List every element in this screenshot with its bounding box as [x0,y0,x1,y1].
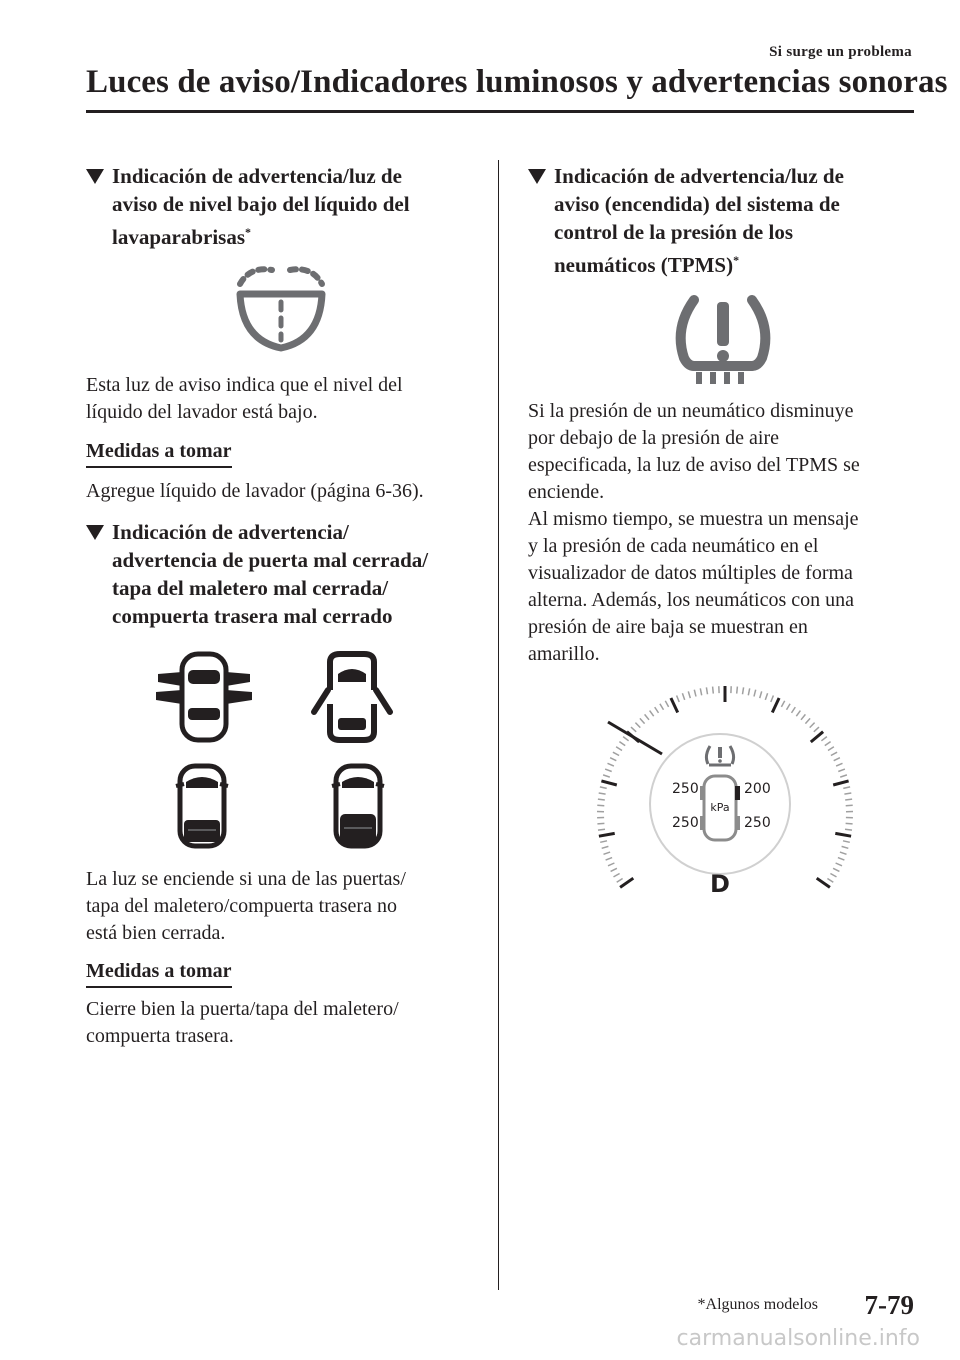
gauge-tick [831,752,837,755]
gauge-tick [845,799,852,800]
gauge-tick [611,868,617,871]
gauge-tick [597,805,604,806]
door-measures-line: Cierre bien la puerta/tapa del maletero/ [86,998,399,1020]
washer-body-line: líquido del lavador está bajo. [86,401,318,423]
gauge-tick [682,693,684,700]
tpms-heading-line: aviso (encendida) del sistema de [554,192,840,216]
gauge-tick [608,763,614,766]
gauge-tick [600,841,607,843]
gauge-tick [640,718,645,723]
gauge-tick [828,747,834,751]
door-measures-label: Medidas a tomar [86,958,232,988]
section-label: Si surge un problema [769,44,912,60]
gauge-tick [617,879,623,883]
door-measures-line: compuerta trasera. [86,1025,234,1047]
gauge-tick [601,781,616,785]
tpms-body-line: Si la presión de un neumático disminuye [528,400,854,422]
door-body-line: tapa del maletero/compuerta trasera no [86,895,397,917]
footnote: *Algunos modelos [697,1296,818,1313]
tpms-gauge-display [590,664,860,904]
gauge-tick [660,704,664,710]
liftgate-open-hatchback-icon [326,762,390,850]
asterisk: * [733,253,740,267]
gauge-tick [635,723,640,728]
gauge-tick [830,874,836,877]
tire-front-right-low [735,786,740,800]
gauge-tick [835,833,851,836]
gauge-tick [737,687,738,694]
door-open-sedan-icon [152,650,256,744]
door-heading [86,518,486,630]
gauge-tick [605,769,612,771]
tpms-body-line: alterna. Además, los neumáticos con una [528,589,855,611]
section-bullet-icon [528,169,546,184]
gauge-tick [796,711,800,717]
tpms-body-line: amarillo. [528,643,600,665]
washer-fluid-icon [226,262,336,358]
gear-indicator: D [710,870,730,898]
gauge-tick [754,690,756,697]
tire-rear-right [735,816,740,830]
gauge-tick [827,879,833,883]
tpms-warning-icon [670,290,776,388]
gauge-tick [650,711,654,717]
gauge-tick [810,723,815,728]
tpms-small-icon [706,746,733,765]
gauge-tick [834,758,840,761]
washer-heading-line: Indicación de advertencia/luz de [112,164,402,188]
tpms-heading-line: Indicación de advertencia/luz de [554,164,844,188]
door-heading-line: Indicación de advertencia/ [112,520,349,544]
washer-heading [86,162,486,251]
gauge-tick [838,769,845,771]
gauge-tick [842,846,849,848]
page-title: Luces de aviso/Indicadores luminosos y advertencias sonoras [86,64,948,100]
gauge-tick [655,707,659,713]
gauge-tick [602,846,609,848]
gauge-tick [665,701,668,707]
gauge-tick [771,696,774,703]
trunk-open-sedan-icon [170,762,234,850]
gauge-tick [700,688,701,695]
gauge-tick [597,823,604,824]
tpms-heading [528,162,928,279]
gauge-needle [608,722,662,754]
tpms-body-line: y la presión de cada neumático en el [528,535,819,557]
gauge-tick [645,714,649,719]
gauge-tick [713,687,714,694]
gauge-tick [845,829,852,830]
gauge-tick [765,693,767,700]
gauge-tick [603,775,610,777]
door-body-line: La luz se enciende si una de las puertas/ [86,868,406,890]
gauge-tick [772,698,779,713]
tpms-description [528,398,918,668]
gauge-tick [608,863,614,866]
tpms-body-line: enciende. [528,481,605,503]
washer-heading-line: lavaparabrisas [112,225,246,249]
gauge-tick [787,704,791,710]
door-body-line: está bien cerrada. [86,922,226,944]
tpms-body-line: presión de aire baja se muestran en [528,616,808,638]
gauge-tick [600,787,607,789]
gauge-tick [614,874,620,877]
gauge-tick [844,793,851,794]
tire-front-left [700,786,705,800]
washer-measures-label: Medidas a tomar [86,438,232,468]
tpms-heading-line: control de la presión de los [554,220,793,244]
door-description [86,866,486,947]
washer-measures-text: Agregue líquido de lavador (página 6-36). [86,480,424,502]
gauge-tick [671,698,678,713]
section-bullet-icon [86,169,104,184]
washer-body-line: Esta luz de aviso indica que el nivel del [86,374,403,396]
tpms-body-line: especificada, la luz de aviso del TPMS se [528,454,860,476]
door-heading-line: compuerta trasera mal cerrado [112,604,393,628]
gauge-tick [598,829,605,830]
door-open-top-view-icon [308,650,396,744]
gauge-tick [843,787,850,789]
gauge-tick [846,823,853,824]
gauge-tick [836,763,842,766]
gauge-tick [631,727,636,732]
header-rule [86,110,914,113]
gauge-tick [833,868,839,871]
gauge-tick [760,691,762,698]
pressure-unit: kPa [710,801,730,814]
gauge-tick [743,687,744,694]
gauge-tick [604,852,611,854]
gauge-tick [825,742,831,746]
gauge-tick [843,841,850,843]
section-bullet-icon [86,525,104,540]
tpms-body-line: Al mismo tiempo, se muestra un mensaje [528,508,859,530]
washer-description [86,372,486,426]
tpms-heading-line: neumáticos (TPMS) [554,253,734,277]
gauge-tick [623,737,629,741]
gauge-tick [814,727,819,732]
gauge-tick [706,687,707,694]
gauge-tick [599,793,606,794]
gauge-tick [833,781,848,785]
gauge-tick [613,752,619,755]
gauge-tick [610,758,616,761]
gauge-tick [677,696,680,703]
gauge-tick [821,737,827,741]
tire-pressure-front-left: 250 [672,781,699,797]
gauge-tick [619,742,625,746]
gauge-tick [616,747,622,751]
gauge-tick [840,775,847,777]
watermark-text: carmanualsonline.info [676,1326,920,1351]
tire-rear-left [700,816,705,830]
gauge-tick [748,688,749,695]
gauge-tick [836,863,842,866]
door-measures-text [86,996,486,1050]
tire-pressure-front-right: 200 [744,781,771,797]
gauge-tick [606,858,613,861]
gauge-tick [694,690,696,697]
door-heading-line: tapa del maletero mal cerrada/ [112,576,389,600]
tire-pressure-rear-right: 250 [744,815,771,831]
gauge-tick [805,718,810,723]
page-number: 7-79 [864,1290,914,1320]
gauge-tick [840,852,847,854]
tpms-body-line: por debajo de la presión de aire [528,427,780,449]
column-divider [498,160,499,1290]
tpms-body-line: visualizador de datos múltiples de forma [528,562,853,584]
door-heading-line: advertencia de puerta mal cerrada/ [112,548,429,572]
gauge-tick [781,701,784,707]
tire-pressure-rear-left: 250 [672,815,699,831]
gauge-scale [597,686,853,887]
gauge-tick [792,707,796,713]
gauge-tick [598,799,605,800]
gauge-tick [846,805,853,806]
gauge-tick [801,714,805,719]
gauge-tick [688,691,690,698]
washer-heading-line: aviso de nivel bajo del líquido del [112,192,410,216]
asterisk: * [245,225,252,239]
gauge-tick [599,833,615,836]
gauge-tick [838,858,845,861]
